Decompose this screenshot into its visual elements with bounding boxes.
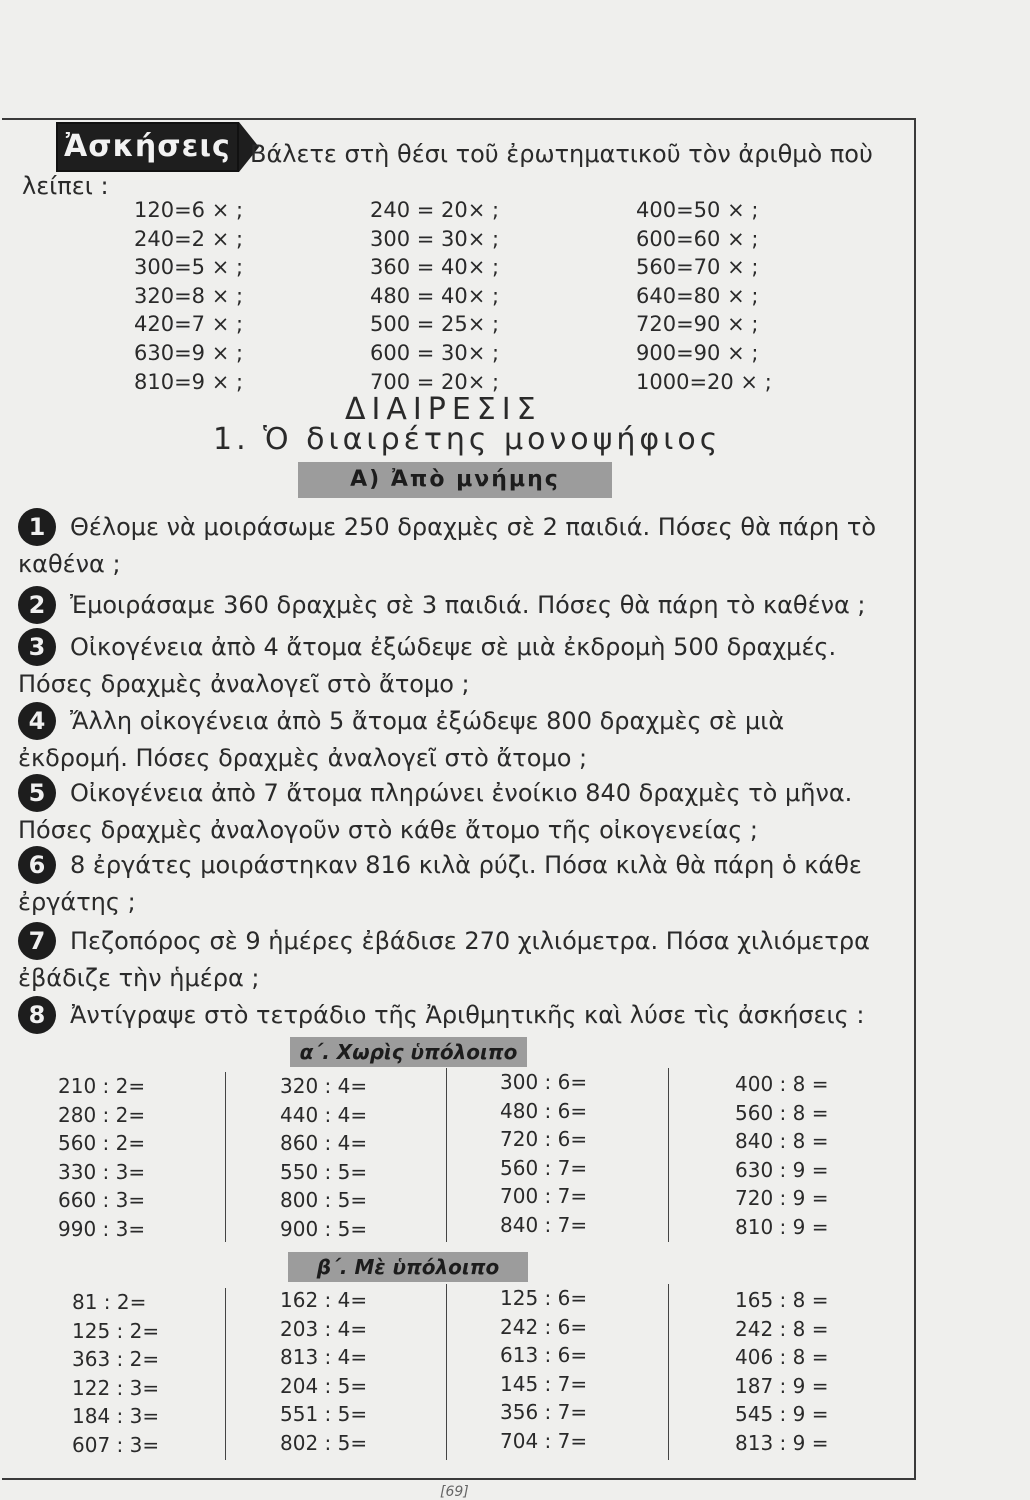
- division-item: 560 : 7=: [500, 1155, 588, 1180]
- division-item: 330 : 3=: [58, 1159, 146, 1184]
- division-item: 300 : 6=: [500, 1070, 588, 1094]
- division-item: 704 : 7=: [500, 1428, 588, 1453]
- problem-8: [18, 996, 888, 1034]
- division-item: 720 : 6=: [500, 1127, 588, 1152]
- equation: 600=60 × ;: [636, 226, 759, 251]
- division-item: 320 : 4=: [280, 1074, 368, 1098]
- division-item: 700 : 7=: [500, 1184, 588, 1209]
- division-item: 125 : 6=: [500, 1286, 588, 1310]
- problem-text: Πεζοπόρος σὲ 9 ἡμέρες ἐβάδισε 270 χιλιόμετρα. Πόσα χιλιόμετρα ἐβάδιζε τὴν ἡμέρα ;: [18, 927, 870, 992]
- problem-1: [18, 508, 888, 581]
- multiplication-column-2: [370, 196, 499, 396]
- division-item: 406 : 8 =: [735, 1345, 829, 1370]
- division-item: 802 : 5=: [280, 1430, 368, 1455]
- division-item: 720 : 9 =: [735, 1186, 829, 1211]
- part-a-label: Α) Ἀπὸ μνήμης: [298, 462, 612, 498]
- equation: 360 = 40× ;: [370, 255, 500, 280]
- division-item: 480 : 6=: [500, 1098, 588, 1123]
- column-divider: [446, 1068, 447, 1242]
- number-badge: 8: [18, 996, 56, 1034]
- multiplication-column-3: [636, 196, 772, 396]
- beta-column-4: [735, 1286, 828, 1458]
- equation: 500 = 25× ;: [370, 312, 500, 337]
- problem-text: Θέλομε νὰ μοιράσωμε 250 δραχμὲς σὲ 2 παιδιά. Πόσες θὰ πάρη τὸ καθένα ;: [18, 513, 877, 578]
- exercise-instructions: [22, 138, 892, 202]
- alpha-column-2: [280, 1072, 367, 1244]
- division-item: 242 : 6=: [500, 1314, 588, 1339]
- multiplication-column-1: [134, 196, 243, 396]
- division-item: 840 : 7=: [500, 1212, 588, 1237]
- division-item: 125 : 2=: [72, 1318, 160, 1343]
- equation: 240 = 20× ;: [370, 198, 500, 222]
- number-badge: 4: [18, 702, 56, 740]
- beta-column-2: [280, 1286, 367, 1458]
- problem-2: [18, 586, 888, 624]
- division-item: 607 : 3=: [72, 1432, 160, 1457]
- number-badge: 5: [18, 774, 56, 812]
- equation: 900=90 × ;: [636, 340, 759, 365]
- problem-7: [18, 922, 888, 995]
- column-divider: [668, 1068, 669, 1242]
- division-item: 840 : 8 =: [735, 1129, 829, 1154]
- subsection-title: 1. Ὁ διαιρέτης μονοψήφιος: [213, 422, 722, 457]
- division-item: 210 : 2=: [58, 1074, 146, 1098]
- division-item: 560 : 2=: [58, 1131, 146, 1156]
- division-item: 203 : 4=: [280, 1316, 368, 1341]
- division-item: 660 : 3=: [58, 1188, 146, 1213]
- problem-text: Ἄλλη οἰκογένεια ἀπὸ 5 ἄτομα ἐξώδεψε 800 δραχμὲς σὲ μιὰ ἐκδρομή. Πόσες δραχμὲς ἀναλογεῖ στὸ ἄτομο ;: [18, 707, 785, 772]
- problem-text: Ἐμοιράσαμε 360 δραχμὲς σὲ 3 παιδιά. Πόσες θὰ πάρη τὸ καθένα ;: [70, 591, 866, 619]
- problem-text: 8 ἐργάτες μοιράστηκαν 816 κιλὰ ρύζι. Πόσα κιλὰ θὰ πάρη ὁ κάθε ἐργάτης ;: [18, 851, 862, 916]
- part-beta-label: β΄. Μὲ ὑπόλοιπο: [288, 1252, 528, 1282]
- number-badge: 2: [18, 586, 56, 624]
- equation: 720=90 × ;: [636, 312, 759, 337]
- equation: 420=7 × ;: [134, 312, 244, 337]
- division-item: 550 : 5=: [280, 1159, 368, 1184]
- division-item: 165 : 8 =: [735, 1288, 829, 1312]
- problem-text: Ἀντίγραψε στὸ τετράδιο τῆς Ἀριθμητικῆς καὶ λύσε τὶς ἀσκήσεις :: [70, 1001, 865, 1029]
- division-item: 280 : 2=: [58, 1102, 146, 1127]
- equation: 630=9 × ;: [134, 340, 244, 365]
- division-item: 813 : 4=: [280, 1345, 368, 1370]
- division-item: 630 : 9 =: [735, 1157, 829, 1182]
- division-item: 560 : 8 =: [735, 1100, 829, 1125]
- problem-5: [18, 774, 888, 847]
- problem-6: [18, 846, 888, 919]
- instruction-line-1: Βάλετε στὴ θέσι τοῦ ἐρωτηματικοῦ τὸν ἀριθμὸ ποὺ: [250, 140, 873, 168]
- equation: 320=8 × ;: [134, 283, 244, 308]
- division-item: 440 : 4=: [280, 1102, 368, 1127]
- division-item: 204 : 5=: [280, 1373, 368, 1398]
- number-badge: 3: [18, 628, 56, 666]
- problem-text: Οἰκογένεια ἀπὸ 7 ἄτομα πληρώνει ἐνοίκιο 840 δραχμὲς τὸ μῆνα. Πόσες δραχμὲς ἀναλογοῦν στὸ κάθε ἄτομο τῆς οἰκογενείας ;: [18, 779, 853, 844]
- problem-text: Οἰκογένεια ἀπὸ 4 ἄτομα ἐξώδεψε σὲ μιὰ ἐκδρομὴ 500 δραχμές. Πόσες δραχμὲς ἀναλογεῖ στὸ ἄτομο ;: [18, 633, 837, 698]
- column-divider: [668, 1284, 669, 1460]
- equation: 1000=20 × ;: [636, 369, 772, 394]
- division-item: 363 : 2=: [72, 1347, 160, 1372]
- column-divider: [446, 1284, 447, 1460]
- equation: 240=2 × ;: [134, 226, 244, 251]
- division-item: 162 : 4=: [280, 1288, 368, 1312]
- equation: 300=5 × ;: [134, 255, 244, 280]
- problem-4: [18, 702, 888, 775]
- division-item: 145 : 7=: [500, 1371, 588, 1396]
- problem-3: [18, 628, 888, 701]
- exercises-badge-label: Ἀσκήσεις: [56, 122, 239, 172]
- equation: 120=6 × ;: [134, 198, 244, 222]
- division-item: 860 : 4=: [280, 1131, 368, 1156]
- beta-column-1: [72, 1288, 159, 1460]
- part-alpha-label: α΄. Χωρὶς ὑπόλοιπο: [290, 1037, 527, 1067]
- equation: 480 = 40× ;: [370, 283, 500, 308]
- equation: 700 = 20× ;: [370, 369, 500, 394]
- beta-column-3: [500, 1284, 587, 1456]
- page-number: [69]: [440, 1484, 469, 1500]
- equation: 810=9 × ;: [134, 369, 244, 394]
- division-item: 813 : 9 =: [735, 1430, 829, 1455]
- division-item: 810 : 9 =: [735, 1214, 829, 1239]
- division-item: 613 : 6=: [500, 1343, 588, 1368]
- division-item: 800 : 5=: [280, 1188, 368, 1213]
- division-item: 356 : 7=: [500, 1400, 588, 1425]
- equation: 560=70 × ;: [636, 255, 759, 280]
- division-item: 900 : 5=: [280, 1216, 368, 1241]
- equation: 640=80 × ;: [636, 283, 759, 308]
- number-badge: 1: [18, 508, 56, 546]
- alpha-column-1: [58, 1072, 145, 1244]
- division-item: 242 : 8 =: [735, 1316, 829, 1341]
- division-item: 545 : 9 =: [735, 1402, 829, 1427]
- division-item: 122 : 3=: [72, 1375, 160, 1400]
- section-title: ΔΙΑΙΡΕΣΙΣ: [345, 392, 542, 427]
- instruction-line-2: λείπει :: [22, 172, 109, 200]
- division-item: 400 : 8 =: [735, 1072, 829, 1096]
- alpha-column-4: [735, 1070, 828, 1242]
- number-badge: 7: [18, 922, 56, 960]
- division-item: 551 : 5=: [280, 1402, 368, 1427]
- column-divider: [225, 1072, 226, 1242]
- division-item: 187 : 9 =: [735, 1373, 829, 1398]
- division-item: 990 : 3=: [58, 1216, 146, 1241]
- division-item: 81 : 2=: [72, 1290, 147, 1314]
- equation: 600 = 30× ;: [370, 340, 500, 365]
- alpha-column-3: [500, 1068, 587, 1240]
- equation: 300 = 30× ;: [370, 226, 500, 251]
- number-badge: 6: [18, 846, 56, 884]
- division-item: 184 : 3=: [72, 1404, 160, 1429]
- column-divider: [225, 1288, 226, 1460]
- equation: 400=50 × ;: [636, 198, 759, 222]
